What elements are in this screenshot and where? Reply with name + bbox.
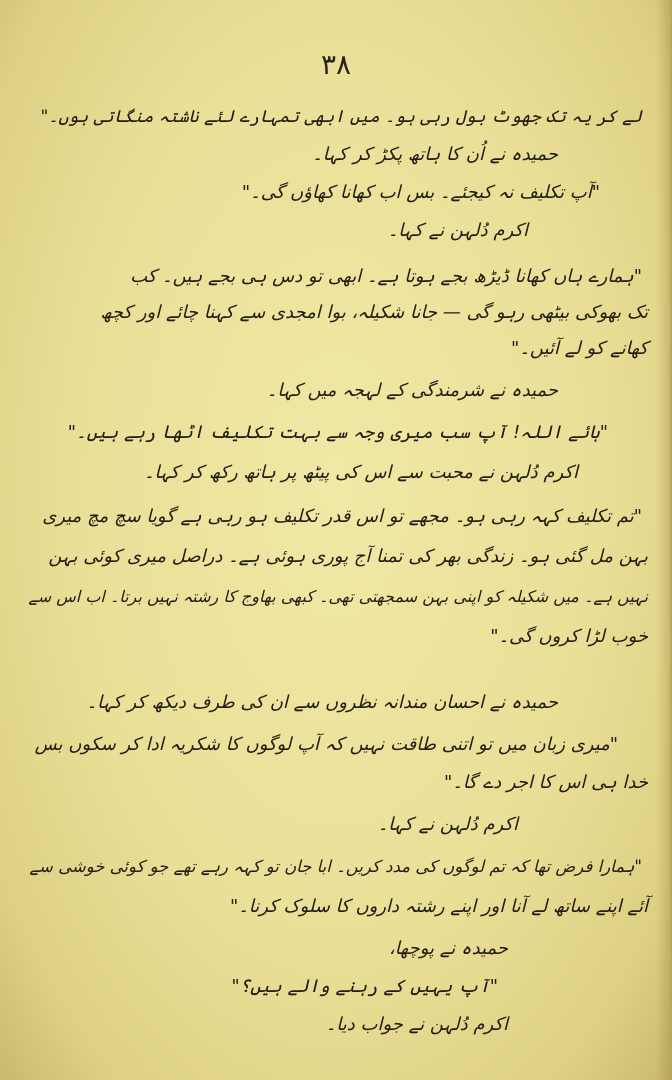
- text-line: خدا ہی اس کا اجر دے گا۔": [444, 772, 648, 793]
- text-line: بہن مل گئی ہو۔ زندگی بھر کی تمنا آج پوری ہوئی ہے۔ دراصل میری کوئی بہن: [48, 546, 648, 567]
- text-line: "ہمارے ہاں کھانا ڈیڑھ بجے ہوتا ہے۔ ابھی تو دس ہی بجے ہیں۔ کب: [130, 266, 642, 287]
- text-line: اکرم دُلہن نے کہا۔: [377, 814, 518, 835]
- text-line: "آپ یہیں کے رہنے والے ہیں؟": [231, 976, 498, 997]
- text-line: تک بھوکی بیٹھی رہو گی — جانا شکیلہ، بوا امجدی سے کہنا چائے اور کچھ: [100, 302, 648, 323]
- text-line: "آپ تکلیف نہ کیجئے۔ بس اب کھانا کھاؤں گی۔": [241, 182, 600, 203]
- text-line: اکرم دُلہن نے جواب دیا۔: [325, 1014, 508, 1035]
- text-line: حمیدہ نے پوچھا،: [389, 938, 508, 959]
- text-line: آئے اپنے ساتھ لے آنا اور اپنے رشتہ داروں کا سلوک کرنا۔": [229, 896, 648, 917]
- text-line: نہیں ہے۔ میں شکیلہ کو اپنی بہن سمجھتی تھی۔ کبھی بھاوج کا رشتہ نہیں برتا۔ اب اس سے: [28, 587, 648, 606]
- page-number: ۳۸: [320, 48, 352, 81]
- text-line: "ہمارا فرض تھا کہ تم لوگوں کی مدد کریں۔ ابا جان تو کہہ رہے تھے جو کوئی خوشی سے: [29, 857, 642, 876]
- page-text: [28, 100, 648, 1060]
- text-line: خوب لڑا کروں گی۔": [490, 626, 648, 647]
- text-line: "تم تکلیف کہہ رہی ہو۔ مجھے تو اس قدر تکلیف ہو رہی ہے گویا سچ مچ میری: [42, 506, 642, 527]
- text-line: حمیدہ نے اُن کا ہاتھ پکڑ کر کہا۔: [312, 144, 558, 165]
- text-line: اکرم دُلہن نے کہا۔: [387, 220, 528, 241]
- text-line: کھانے کو لے آئیں۔": [511, 338, 648, 359]
- text-line: حمیدہ نے شرمندگی کے لہجہ میں کہا۔: [266, 380, 558, 401]
- text-line: حمیدہ نے احسان مندانہ نظروں سے ان کی طرف دیکھ کر کہا۔: [86, 692, 558, 713]
- text-line: لے کر یہ تک جھوٹ بول رہی ہو۔ میں ابھی تمہارے لئے ناشتہ منگاتی ہوں۔": [40, 107, 642, 127]
- text-line: اکرم دُلہن نے محبت سے اس کی پیٹھ پر ہاتھ رکھ کر کہا۔: [143, 462, 578, 483]
- text-line: "ہائے اللہ! آپ سب میری وجہ سے بہت تکلیف اٹھا رہے ہیں۔": [67, 422, 608, 443]
- text-line: "میری زبان میں تو اتنی طاقت نہیں کہ آپ لوگوں کا شکریہ ادا کر سکوں بس: [34, 734, 618, 755]
